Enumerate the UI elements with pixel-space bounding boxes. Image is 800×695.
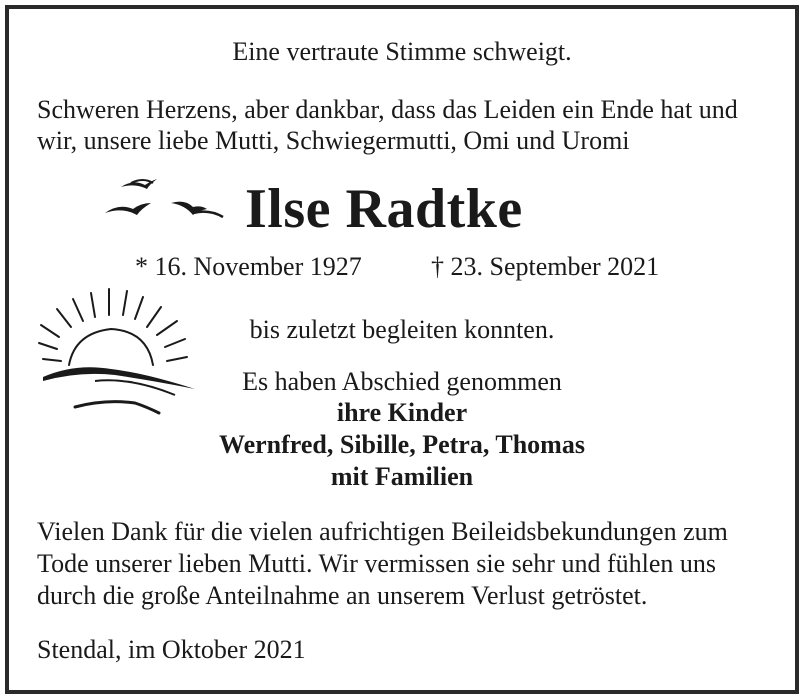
thanks-line-2: Tode unserer lieben Mutti. Wir vermissen sie sehr und fühlen uns xyxy=(37,549,717,578)
intro-line-2: wir, unsere liebe Mutti, Schwiegermutti, Omi und Uromi xyxy=(37,126,630,155)
birds-icon xyxy=(101,169,231,229)
family-line-1: ihre Kinder xyxy=(336,398,468,427)
notice-frame xyxy=(5,5,799,694)
notice-heading: Eine vertraute Stimme schweigt. xyxy=(232,37,572,66)
accompany-line: bis zuletzt begleiten konnten. xyxy=(249,315,555,344)
deceased-name: Ilse Radtke xyxy=(245,178,523,240)
intro-line-1: Schweren Herzens, aber dankbar, dass das Leiden ein Ende hat und xyxy=(37,95,738,124)
family-line-3: mit Familien xyxy=(330,462,474,491)
birth-date: * 16. November 1927 xyxy=(135,252,362,281)
farewell-line: Es haben Abschied genommen xyxy=(242,367,562,396)
thanks-line-1: Vielen Dank für die vielen aufrichtigen Beileidsbekundungen zum xyxy=(37,517,728,546)
thanks-line-3: durch die große Anteilnahme an unserem Verlust getröstet. xyxy=(37,581,648,610)
death-date: † 23. September 2021 xyxy=(431,252,660,281)
family-line-2: Wernfred, Sibille, Petra, Thomas xyxy=(219,430,585,459)
place-date: Stendal, im Oktober 2021 xyxy=(37,635,306,664)
